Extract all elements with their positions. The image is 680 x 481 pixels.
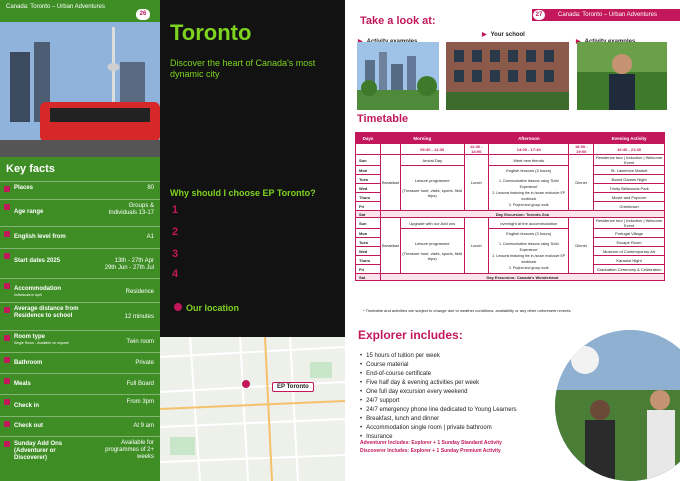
- day-cell: Sat: [356, 211, 381, 218]
- dinner-cell: Dinner: [569, 218, 594, 274]
- timetable-note: * Timetable and activities are subject to change due to weather conditions, availability or any other unforeseen events.: [363, 308, 572, 313]
- evening-cell: Trinity Bellwoods Park: [594, 184, 665, 193]
- evening-cell: Residence tour | Induction | Welcome Event: [594, 155, 665, 166]
- page-title: Toronto: [170, 20, 252, 45]
- day-cell: Tues: [356, 175, 381, 184]
- day-cell: Wed: [356, 184, 381, 193]
- fact-check-in: [0, 394, 160, 416]
- fact-value: At 9 am: [133, 423, 154, 429]
- leisure-text: Leisure programme: [414, 178, 450, 183]
- why-number: 1: [172, 204, 179, 216]
- list-item: • Breakfast, lunch and dinner: [360, 415, 560, 424]
- fact-value: 13th - 27th Apr 29th Jun - 27th Jul: [104, 258, 154, 271]
- level-icon: [4, 231, 10, 237]
- list-item: • Course material: [360, 361, 560, 370]
- location-map[interactable]: [160, 337, 345, 481]
- page-number-left: 26: [136, 9, 150, 20]
- house-icon: [4, 283, 10, 289]
- fact-value: Residence: [125, 289, 154, 295]
- english-text: English lessons (3 hours): [506, 168, 552, 173]
- fact-sublabel: Individuals in April: [14, 293, 43, 297]
- calendar-icon: [4, 253, 10, 259]
- location-pin-icon: [174, 303, 182, 311]
- day-cell: Thurs: [356, 256, 381, 265]
- leisure-text: Leisure programme: [414, 241, 450, 246]
- why-item-1: [172, 204, 342, 216]
- why-title: Why should I choose EP Toronto?: [170, 188, 316, 198]
- age-icon: [4, 204, 10, 210]
- fact-value: Groups & Individuals 13-17: [108, 203, 154, 216]
- fact-sunday-add-ons: [0, 436, 160, 481]
- list-item: • 24/7 emergency phone line dedicated to Young Learners: [360, 406, 560, 415]
- adventurer-includes: Adventurer Includes: Explorer + 1 Sunday Standard Activity: [360, 440, 502, 446]
- discoverer-includes: Discoverer Includes: Explorer + 1 Sunday Premium Activity: [360, 448, 501, 454]
- caption-text: Your school: [490, 32, 525, 38]
- fact-label: Room type: [14, 334, 46, 340]
- breakfast-cell: Breakfast: [381, 218, 401, 274]
- arrival-cell: Arrival Day: [400, 155, 464, 166]
- page-subtitle: Discover the heart of Canada's most dynamic city: [170, 58, 316, 79]
- lunch-cell: Lunch: [464, 155, 489, 211]
- fact-value: From 3pm: [126, 399, 154, 405]
- key-facts-title: Key facts: [6, 163, 55, 175]
- fact-value: A1: [146, 234, 154, 240]
- list-item: • 15 hours of tuition per week: [360, 352, 560, 361]
- fact-accommodation: [0, 278, 160, 302]
- english-sub: 1. Communicative lessons using 'Solid Experience' 2. Lessons featuring the in-house exclusive EP workbook 3. Project and group work: [492, 242, 566, 270]
- fact-label: Places: [14, 185, 34, 191]
- fact-check-out: [0, 416, 160, 436]
- overnight-cell: overnight at the accommodation: [489, 218, 569, 229]
- right-header-text: Canada: Toronto – Urban Adventures: [558, 12, 657, 18]
- evening-cell: Graduation Ceremony & Celebration: [594, 265, 665, 274]
- fact-start-dates: [0, 248, 160, 278]
- time-lunch: 12:30 - 14:00: [464, 144, 489, 155]
- why-item-3: [172, 248, 342, 260]
- fact-label: Check in: [14, 403, 40, 409]
- fact-label: Start dates 2025: [14, 258, 61, 264]
- header-afternoon: Afternoon: [464, 133, 594, 144]
- breakfast-cell: Breakfast: [381, 155, 401, 211]
- fact-places: [0, 181, 160, 199]
- fact-sublabel: Single Room - Available on request: [14, 341, 69, 345]
- evening-cell: Portugal Village: [594, 229, 665, 238]
- skyline-photo: [357, 42, 439, 110]
- fact-label: Sunday Add Ons (Adventurer or Discoverer): [14, 441, 63, 461]
- fact-label: Age range: [14, 209, 44, 215]
- day-cell: Sun: [356, 218, 381, 229]
- places-icon: [4, 186, 10, 192]
- day-cell: Fri: [356, 202, 381, 211]
- day-cell: Thurs: [356, 193, 381, 202]
- fact-age-range: [0, 199, 160, 226]
- fact-meals: [0, 373, 160, 394]
- list-item: • 24/7 support: [360, 397, 560, 406]
- list-item: • Insurance: [360, 433, 560, 442]
- list-item: • End-of-course certificate: [360, 370, 560, 379]
- bed-icon: [4, 335, 10, 341]
- fact-english-level: [0, 226, 160, 248]
- key-icon: [4, 399, 10, 405]
- why-number: 4: [172, 268, 179, 280]
- arrow-icon: ▶: [482, 32, 487, 38]
- day-cell: Tues: [356, 238, 381, 247]
- fact-value: 80: [147, 185, 154, 191]
- time-morning: 09:30 - 12:30: [400, 144, 464, 155]
- why-item-2: [172, 226, 342, 238]
- lunch-cell: Lunch: [464, 218, 489, 274]
- toronto-streetcar-photo: [0, 22, 160, 157]
- door-icon: [4, 421, 10, 427]
- fact-label: Meals: [14, 381, 31, 387]
- evening-cell: Museum of Contemporary Art: [594, 247, 665, 256]
- fact-value: 12 minutes: [124, 314, 154, 320]
- map-label: EP Toronto: [272, 382, 314, 392]
- timetable-title: Timetable: [357, 113, 409, 125]
- fact-room-type: [0, 330, 160, 352]
- evening-cell: Board Games Night: [594, 175, 665, 184]
- header-days: Days: [356, 133, 381, 144]
- evening-cell: Greektown: [594, 202, 665, 211]
- leisure-sub: (Treasure hunt, visits, sports, field trips): [402, 188, 463, 198]
- list-item: • Accommodation single room | private bathroom: [360, 424, 560, 433]
- time-evening: 19:30 - 21:30: [594, 144, 665, 155]
- school-photo: [446, 42, 569, 110]
- english-cell: [489, 166, 569, 211]
- meals-icon: [4, 378, 10, 384]
- english-cell: [489, 229, 569, 274]
- evening-cell: Escape Room: [594, 238, 665, 247]
- english-sub: 1. Communicative lessons using 'Solid Experience' 2. Lessons featuring the in-house exclusive EP workbook 3. Project and group work: [492, 179, 566, 207]
- leisure-cell: [400, 229, 464, 274]
- english-text: English lessons (3 hours): [506, 231, 552, 236]
- list-item: • Five half day & evening activities per week: [360, 379, 560, 388]
- evening-cell: Karaoke Night: [594, 256, 665, 265]
- why-number: 3: [172, 248, 179, 260]
- fact-value: Full Board: [126, 381, 154, 387]
- evening-cell: Residence tour | Induction | Welcome Event: [594, 218, 665, 229]
- why-number: 2: [172, 226, 179, 238]
- day-cell: Sat: [356, 274, 381, 281]
- list-item: • One full day excursion every weekend: [360, 388, 560, 397]
- evening-cell: St. Lawrence Market: [594, 166, 665, 175]
- excursion-cell: Day Excursion: Toronto Zoo: [381, 211, 665, 218]
- why-item-4: [172, 268, 342, 280]
- day-cell: Mon: [356, 166, 381, 175]
- time-dinner: 18:00 - 19:00: [569, 144, 594, 155]
- leisure-sub: (Treasure hunt, visits, sports, field trips): [402, 251, 463, 261]
- page-number-right: 27: [533, 10, 545, 20]
- header-evening: Evening Activity: [594, 133, 665, 144]
- header-morning: Morning: [381, 133, 465, 144]
- activity-photo: [577, 42, 667, 110]
- fact-label: English level from: [14, 234, 66, 240]
- fact-label: Bathroom: [14, 360, 43, 366]
- evening-cell: Movie and Popcorn: [594, 193, 665, 202]
- day-cell: Fri: [356, 265, 381, 274]
- timetable: [355, 132, 665, 281]
- explorer-title: Explorer includes:: [358, 328, 463, 342]
- upgrade-cell: Upgrade with our Add ons: [400, 218, 464, 229]
- fact-label: Check out: [14, 423, 44, 429]
- look-title: Take a look at:: [360, 15, 436, 27]
- meet-cell: Meet new friends: [489, 155, 569, 166]
- fact-label: Average distance from Residence to school: [14, 306, 79, 319]
- explorer-list: [360, 352, 560, 442]
- day-cell: Mon: [356, 229, 381, 238]
- location-title: Our location: [186, 303, 240, 313]
- plus-icon: [4, 441, 10, 447]
- caption-school: [482, 31, 525, 38]
- fact-bathroom: [0, 352, 160, 373]
- distance-icon: [4, 307, 10, 313]
- excursion-cell: Day Excursion: Canada's Wonderland: [381, 274, 665, 281]
- dinner-cell: Dinner: [569, 155, 594, 211]
- fact-value: Available for programmes of 2+ weeks: [105, 440, 154, 460]
- fact-label: Accommodation: [14, 286, 62, 292]
- leisure-cell: [400, 166, 464, 211]
- left-header-text: Canada: Toronto – Urban Adventures: [6, 4, 105, 10]
- bath-icon: [4, 357, 10, 363]
- fact-distance: [0, 302, 160, 330]
- time-afternoon: 14:00 - 17:40: [489, 144, 569, 155]
- right-header: [532, 9, 680, 21]
- day-cell: Sun: [356, 155, 381, 166]
- day-cell: Wed: [356, 247, 381, 256]
- fact-value: Private: [135, 360, 154, 366]
- fact-value: Twin room: [126, 339, 154, 345]
